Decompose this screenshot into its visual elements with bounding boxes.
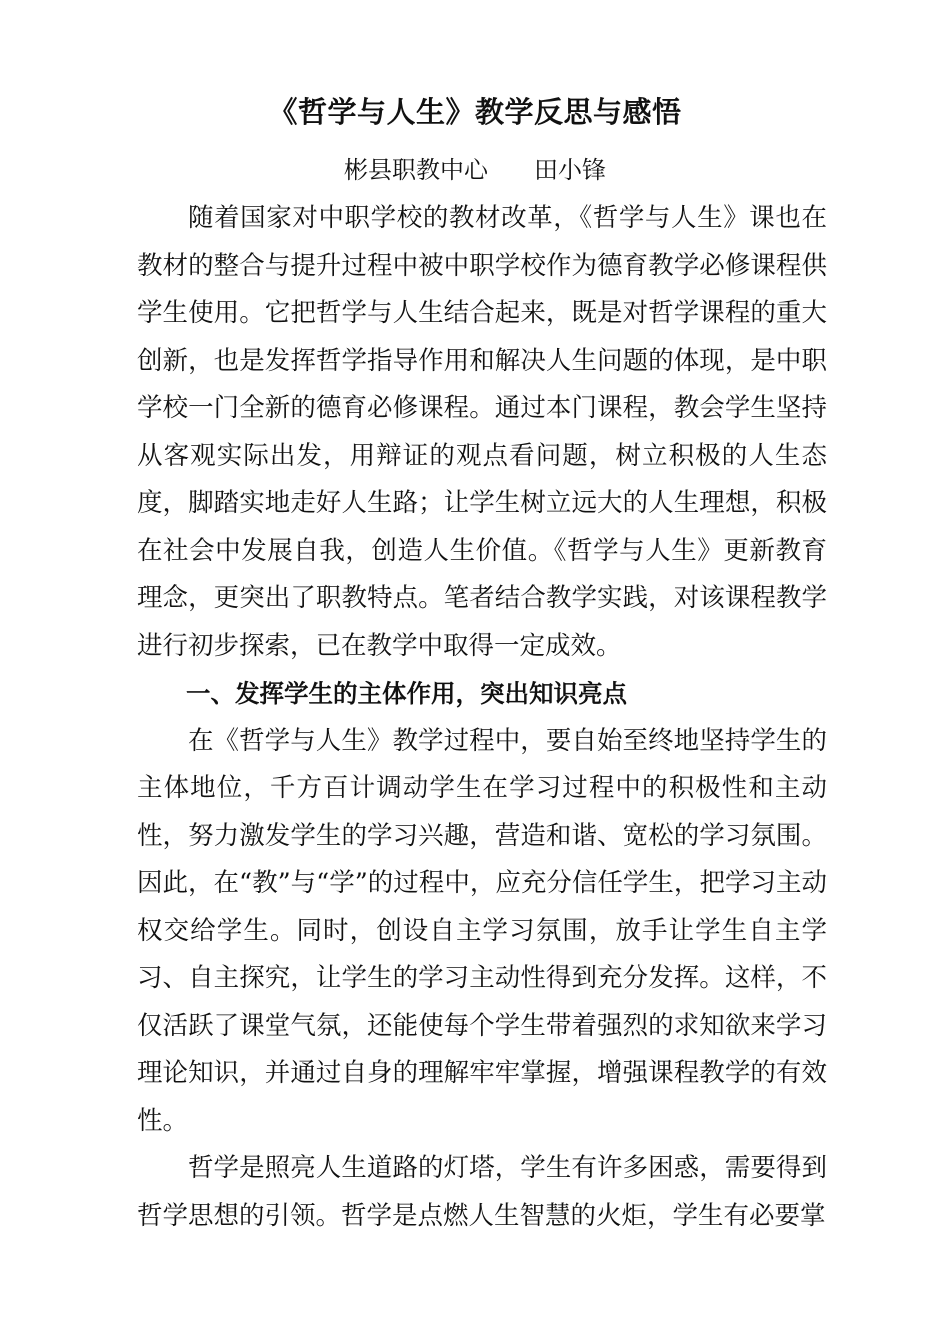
author-name: 田小锋 <box>534 156 606 184</box>
section-heading: 一、发挥学生的主体作用，突出知识亮点 <box>186 679 627 708</box>
author-unit: 彬县职教中心 <box>344 156 488 184</box>
document-body <box>137 195 827 1240</box>
intro-paragraph: 随着国家对中职学校的教材改革，《哲学与人生》课也在教材的整合与提升过程中被中职学校作为德育教学必修课程供学生使用。它把哲学与人生结合起来，既是对哲学课程的重大创新，也是发挥哲学指导作用和解决人生问题的体现，是中职学校一门全新的德育必修课程。通过本门课程，教会学生坚持从客观实际出发，用辩证的观点看问题，树立积极的人生态度，脚踏实地走好人生路；让学生树立远大的人生理想，积极在社会中发展自我，创造人生价值。《哲学与人生》更新教育理念，更突出了职教特点。笔者结合教学实践，对该课程教学进行初步探索，已在教学中取得一定成效。 <box>137 203 827 661</box>
body-paragraph: 哲学是照亮人生道路的灯塔，学生有许多困惑，需要得到哲学思想的引领。哲学是点燃人生智慧的火炬，学生有必要掌 <box>137 1153 827 1231</box>
author-byline <box>0 152 950 188</box>
document-title: 《哲学与人生》教学反思与感悟 <box>268 95 682 129</box>
body-paragraph: 在《哲学与人生》教学过程中，要自始至终地坚持学生的主体地位，千方百计调动学生在学习过程中的积极性和主动性，努力激发学生的学习兴趣，营造和谐、宽松的学习氛围。因此，在“教”与“学”的过程中，应充分信任学生，把学习主动权交给学生。同时，创设自主学习氛围，放手让学生自主学习、自主探究，让学生的学习主动性得到充分发挥。这样，不仅活跃了课堂气氛，还能使每个学生带着强烈的求知欲来学习理论知识，并通过自身的理解牢牢掌握，增强课程教学的有效性。 <box>137 725 827 1136</box>
